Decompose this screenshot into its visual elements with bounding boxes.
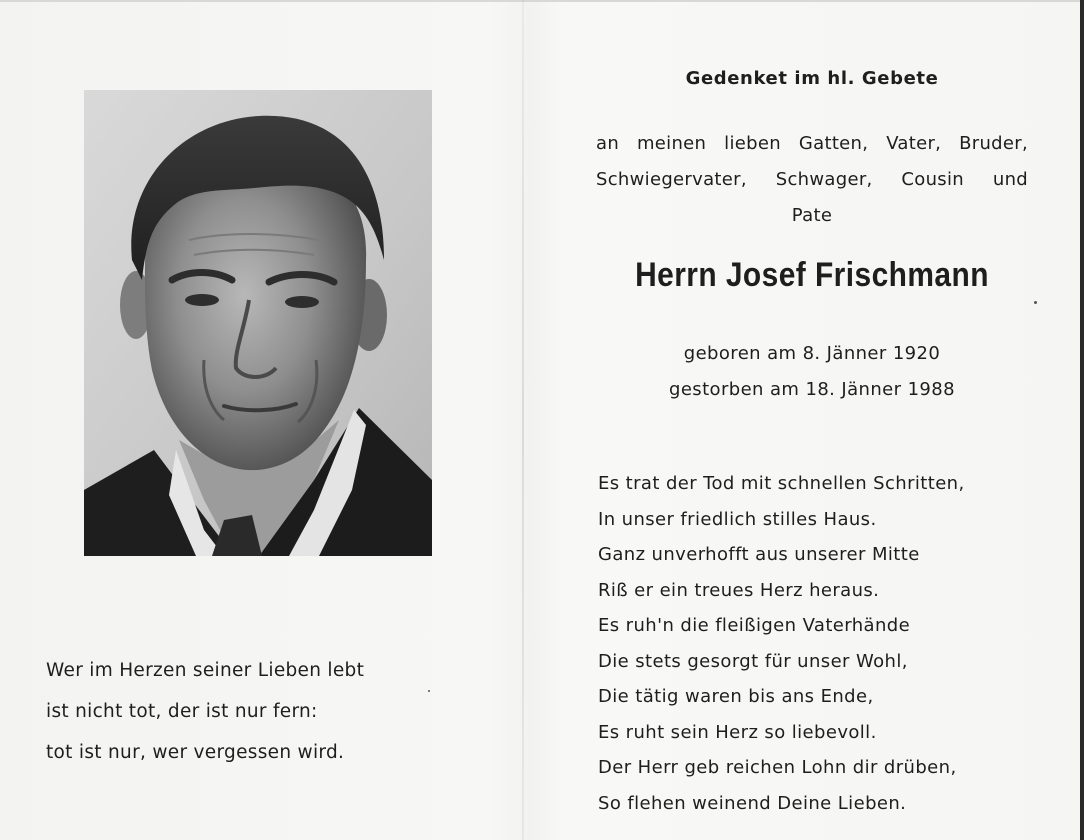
quote-line: tot ist nur, wer vergessen wird. <box>46 742 345 763</box>
intro-line: Pate <box>791 205 833 226</box>
poem-line: In unser friedlich stilles Haus. <box>598 508 877 530</box>
quote-line: Wer im Herzen seiner Lieben lebt <box>46 660 365 681</box>
poem-line: Es trat der Tod mit schnellen Schritten, <box>598 473 965 494</box>
portrait-figure <box>84 90 432 556</box>
deceased-name: Herrn Josef Frischmann <box>635 256 989 294</box>
paper-speck <box>428 690 430 692</box>
poem-line: Es ruh'n die fleißigen Vaterhände <box>598 615 911 636</box>
dates <box>596 336 1028 408</box>
intro-line: an meinen lieben Gatten, Vater, Bruder, <box>596 133 1028 154</box>
card-right-edge <box>1080 0 1084 840</box>
card-top-edge <box>0 0 1084 2</box>
paper-speck <box>1034 301 1037 304</box>
portrait-photo <box>84 90 432 556</box>
birth-date: geboren am 8. Jänner 1920 <box>683 343 941 364</box>
quote <box>46 650 426 773</box>
poem-line: Der Herr geb reichen Lohn dir drüben, <box>598 757 957 778</box>
heading: Gedenket im hl. Gebete <box>685 68 939 89</box>
poem-line: So flehen weinend Deine Lieben. <box>598 792 907 814</box>
poem-line: Die tätig waren bis ans Ende, <box>598 686 874 707</box>
poem-line: Riß er ein treues Herz heraus. <box>598 579 880 601</box>
poem-line: Es ruht sein Herz so liebevoll. <box>598 721 877 743</box>
death-date: gestorben am 18. Jänner 1988 <box>669 379 955 400</box>
quote-line: ist nicht tot, der ist nur fern: <box>46 701 318 722</box>
poem <box>598 466 1038 821</box>
memorial-text <box>596 62 1028 408</box>
card-fold <box>522 0 524 840</box>
poem-line: Die stets gesorgt für unser Wohl, <box>598 650 908 672</box>
intro-line: Schwiegervater, Schwager, Cousin und <box>596 169 1028 190</box>
poem-line: Ganz unverhofft aus unserer Mitte <box>598 544 920 565</box>
intro <box>596 126 1028 234</box>
